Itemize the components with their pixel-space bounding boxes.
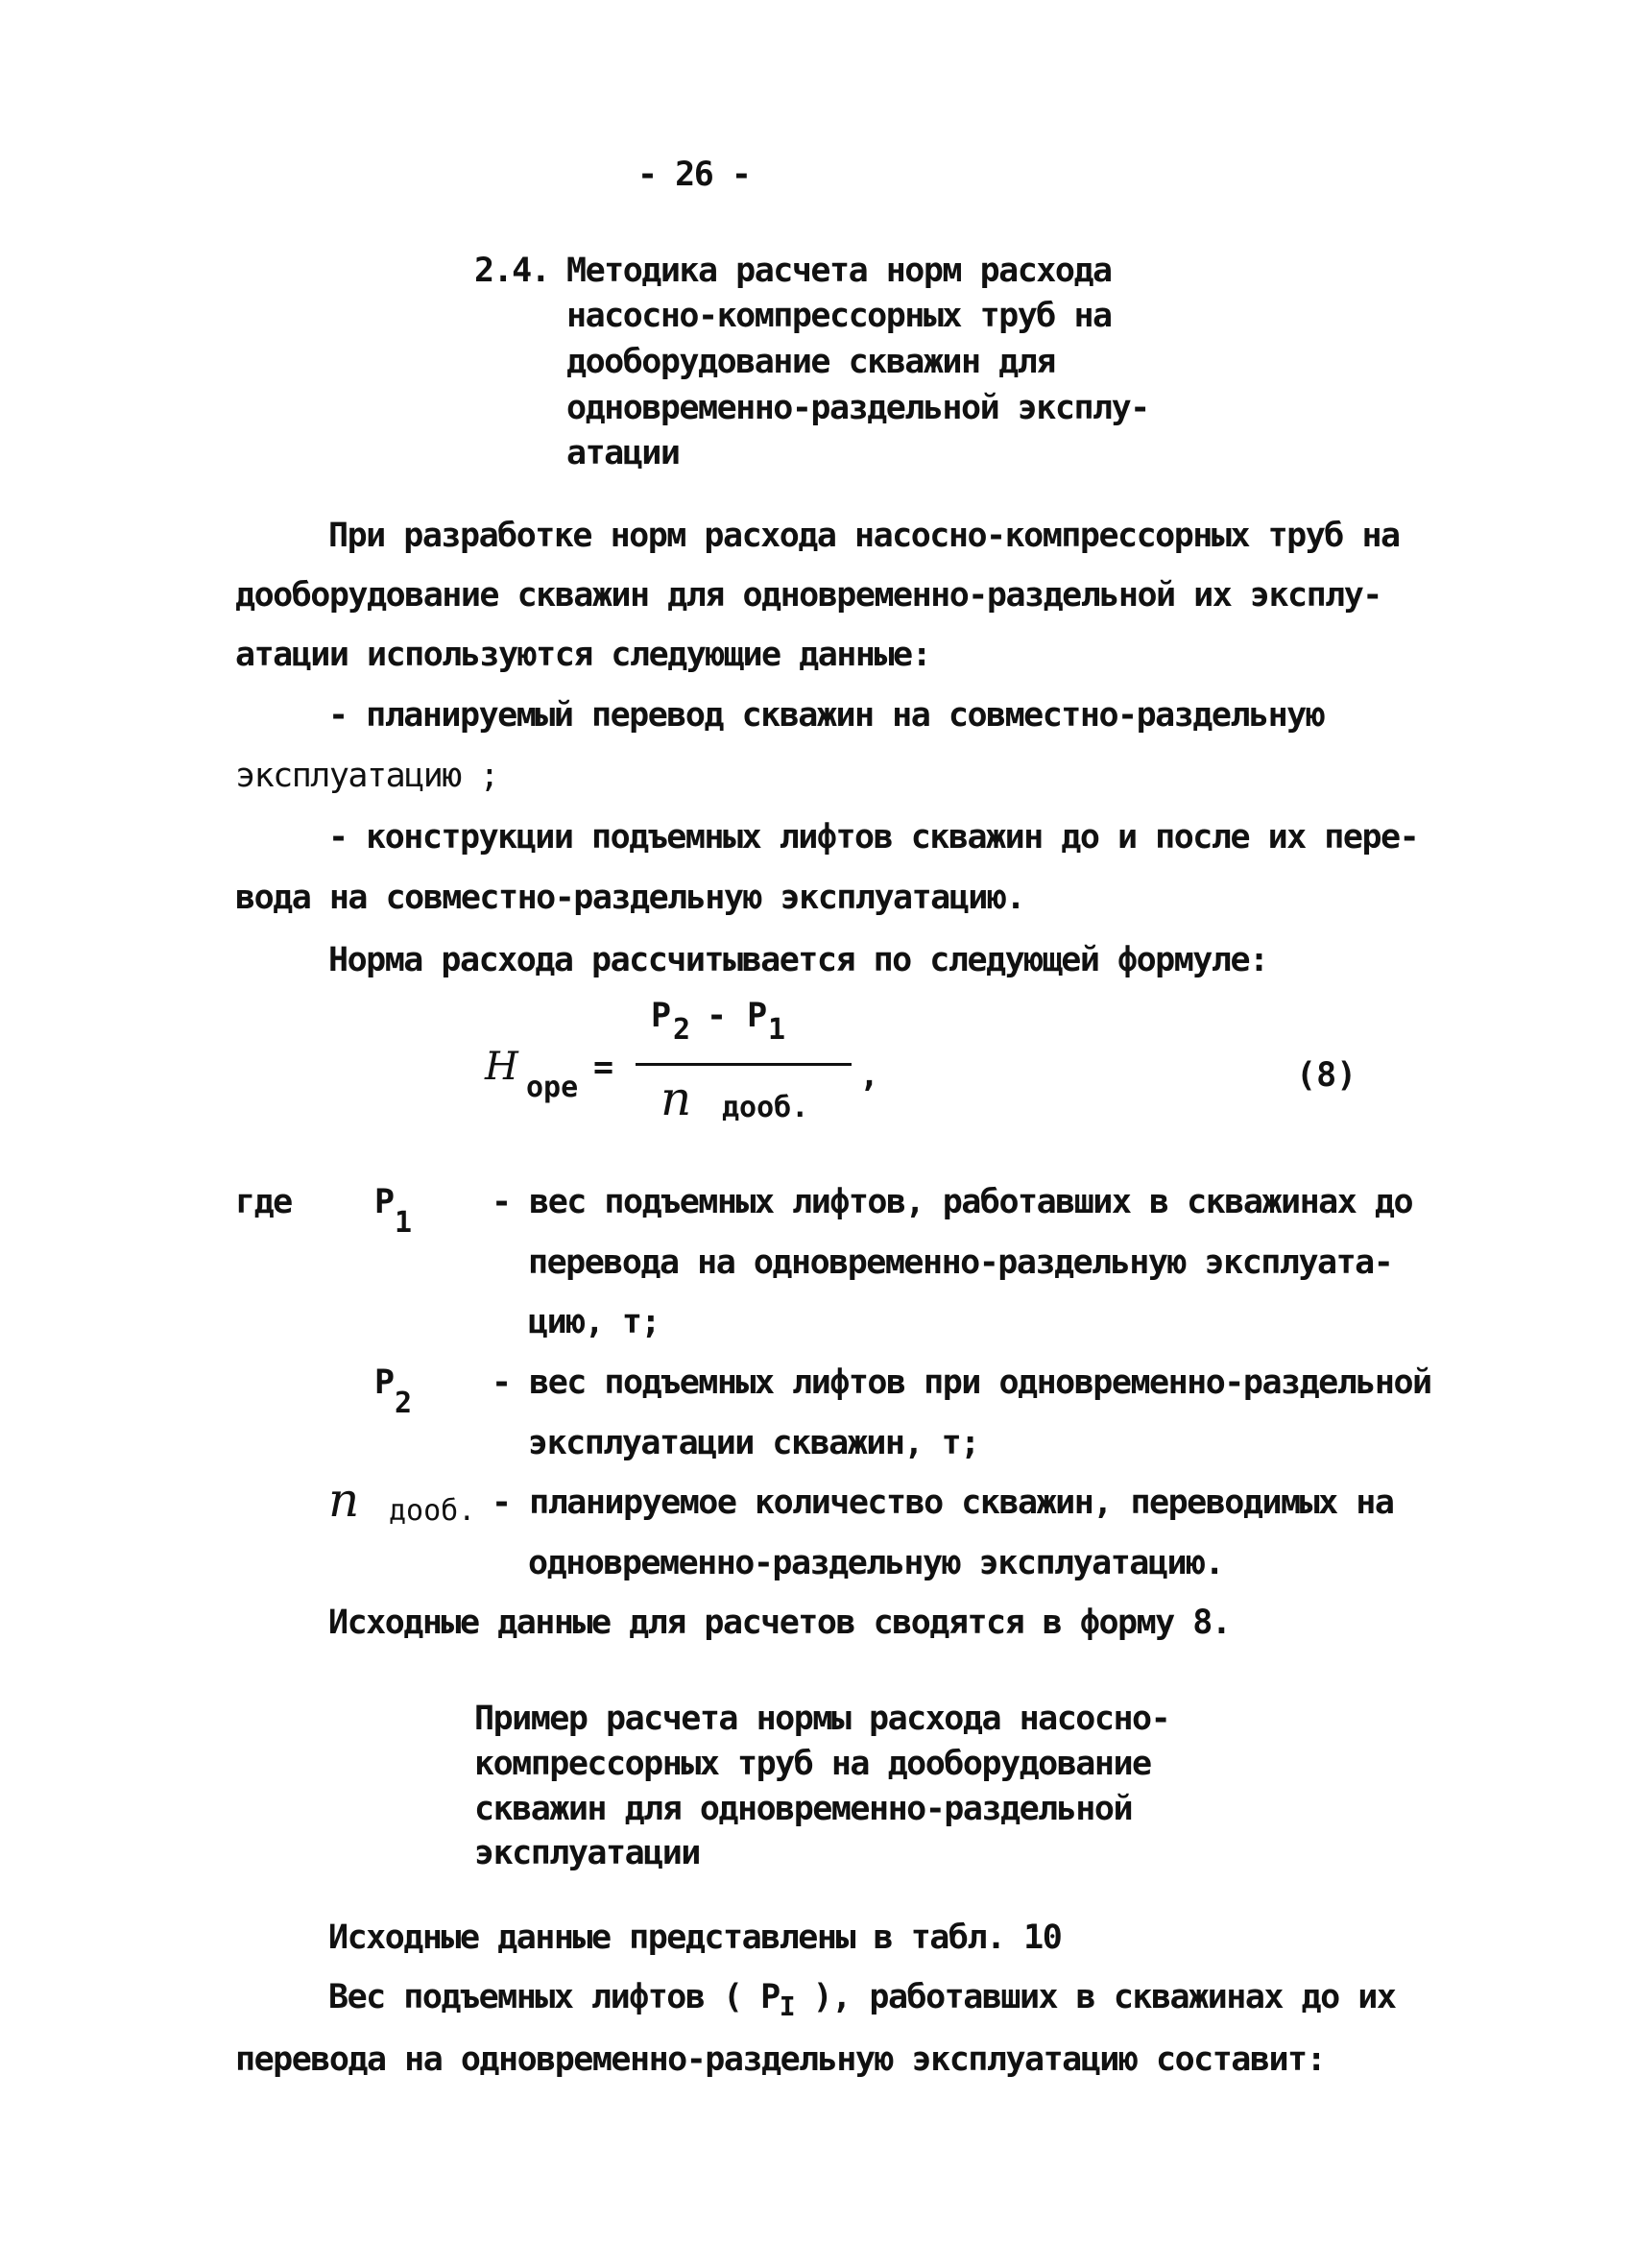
final-line-1 <box>328 1978 1395 2022</box>
formula-denominator-n: n <box>660 1071 692 1126</box>
section-number: 2.4. <box>474 252 550 290</box>
final-line-1-part-b: ), работавших в скважинах до их <box>794 1978 1396 2016</box>
table-ref-line: Исходные данные представлены в табл. 10 <box>328 1918 1062 1957</box>
example-heading-line-1: Пример расчета нормы расхода насосно- <box>474 1700 1170 1738</box>
def-p1-sub: 1 <box>395 1206 413 1240</box>
source-data-line: Исходные данные для расчетов сводятся в форму 8. <box>328 1604 1231 1642</box>
page-number: - 26 - <box>637 156 751 194</box>
def-p1-line-3: цию, т; <box>528 1303 660 1341</box>
def-p1-symbol: P <box>374 1183 396 1221</box>
formula-equals: = <box>593 1049 614 1087</box>
section-heading-line-4: одновременно-раздельной эксплу- <box>566 389 1149 427</box>
intro-line-3: атации используются следующие данные: <box>235 636 931 674</box>
def-n-symbol: n <box>328 1472 360 1528</box>
formula-lhs-sub: оре <box>526 1071 579 1104</box>
formula-denominator-sub: дооб. <box>722 1091 809 1124</box>
def-p2-sub: 2 <box>395 1387 413 1420</box>
def-n-line-1: - планируемое количество скважин, переводимых на <box>492 1484 1394 1522</box>
def-p1-line-1: - вес подъемных лифтов, работавших в скважинах до <box>492 1183 1413 1221</box>
bullet-1-line-1: - планируемый перевод скважин на совместно-раздельную <box>328 696 1325 735</box>
bullet-1-line-2: эксплуатацию ; <box>235 757 499 795</box>
formula-comma: , <box>859 1056 880 1095</box>
section-heading-line-1: Методика расчета норм расхода <box>566 252 1112 290</box>
section-heading-line-3: дооборудование скважин для <box>566 343 1055 381</box>
formula-intro: Норма расхода рассчитывается по следующей формуле: <box>328 941 1268 979</box>
def-n-sub: дооб. <box>389 1494 476 1528</box>
def-n-line-2: одновременно-раздельную эксплуатацию. <box>528 1544 1224 1582</box>
example-heading-line-2: компрессорных труб на дооборудование <box>474 1745 1151 1783</box>
formula-lhs: Н <box>485 1045 518 1089</box>
def-p2-symbol: P <box>374 1363 396 1402</box>
final-line-1-sub: I <box>779 1991 795 2022</box>
example-heading-line-3: скважин для одновременно-раздельной <box>474 1790 1133 1828</box>
example-heading-line-4: эксплуатации <box>474 1834 700 1872</box>
final-line-2: перевода на одновременно-раздельную эксплуатацию составит: <box>235 2040 1326 2079</box>
formula-numerator-p2: P <box>651 997 672 1035</box>
final-line-1-part-a: Вес подъемных лифтов ( P <box>328 1978 780 2016</box>
formula-numerator-minus-p1: - P <box>707 997 768 1035</box>
section-heading-line-5: атации <box>566 434 680 472</box>
def-p2-line-1: - вес подъемных лифтов при одновременно-раздельной <box>492 1363 1431 1402</box>
bullet-2-line-1: - конструкции подъемных лифтов скважин до и после их пере- <box>328 818 1419 857</box>
formula-number: (8) <box>1296 1056 1357 1095</box>
formula-numerator-sub2: 2 <box>673 1013 691 1047</box>
intro-line-1: При разработке норм расхода насосно-компрессорных труб на <box>328 517 1400 555</box>
where-label: где <box>235 1183 292 1221</box>
fraction-bar <box>636 1063 852 1066</box>
def-p1-line-2: перевода на одновременно-раздельную эксплуата- <box>528 1243 1393 1282</box>
formula-numerator-sub1: 1 <box>768 1013 786 1047</box>
section-heading-line-2: насосно-компрессорных труб на <box>566 297 1112 335</box>
intro-line-2: дооборудование скважин для одновременно-раздельной их эксплу- <box>235 576 1381 615</box>
def-p2-line-2: эксплуатации скважин, т; <box>528 1424 979 1462</box>
bullet-2-line-2: вода на совместно-раздельную эксплуатацию. <box>235 879 1025 917</box>
